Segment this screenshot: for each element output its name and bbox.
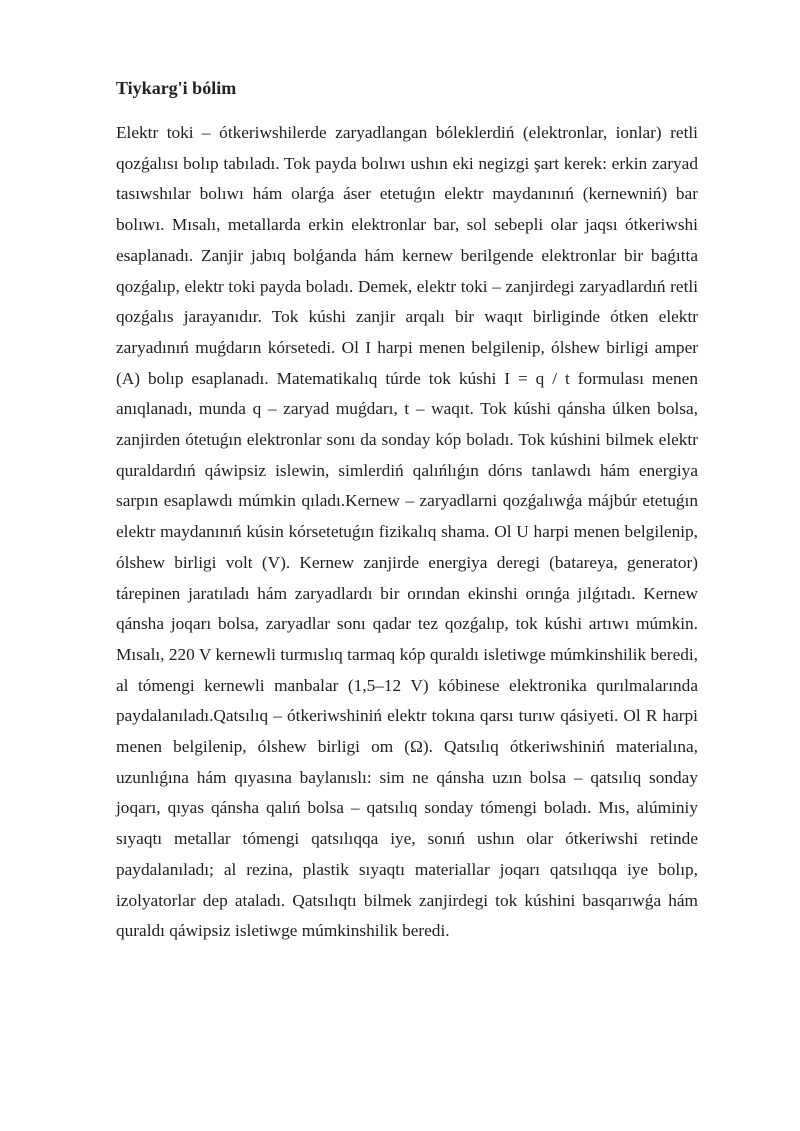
section-heading: Tiykarg'i bólim bbox=[116, 78, 237, 98]
body-paragraph: Elektr toki – ótkeriwshilerde zaryadlangan bóleklerdiń (elektronlar, ionlar) retli qozǵalısı bolıp tabıladı. Tok payda bolıwı ushın eki negizgi şart kerek: erkin zaryad tasıwshılar bolıwı hám olarǵa áser etetuǵın elektr maydanınıń (kernewniń) bar bolıwı. Mısalı, metallarda erkin elektronlar bar, sol sebepli olar jaqsı ótkeriwshi esaplanadı. Zanjir jabıq bolǵanda hám kernew berilgende elektronlar bir baǵıtta qozǵalıp, elektr toki payda boladı. Demek, elektr toki – zanjirdegi zaryadlardıń retli qozǵalıs jarayanıdır. Tok kúshi zanjir arqalı bir waqıt birliginde ótken elektr zaryadınıń muǵdarın kórsetedi. Ol I harpi menen belgilenip, ólshew birligi amper (A) bolıp esaplanadı. Matematikalıq túrde tok kúshi I = q / t formulası menen anıqlanadı, munda q – zaryad muǵdarı, t – waqıt. Tok kúshi qánsha úlken bolsa, zanjirden ótetuǵın elektronlar sonı da sonday kóp boladı. Tok kúshini bilmek elektr quraldardıń qáwipsiz islewin, simlerdiń qalıńlıǵın dórıs tanlawdı hám energiya sarpın esaplawdı múmkin qıladı.Kernew – zaryadlarni qozǵalıwǵa májbúr etetuǵın elektr maydanınıń kúsin kórsetetuǵın fizikalıq shama. Ol U harpi menen belgilenip, ólshew birligi volt (V). Kernew zanjirde energiya deregi (batareya, generator) tárepinen jaratıladı hám zaryadlardı bir orından ekinshi orınǵa jılǵıtadı. Kernew qánsha joqarı bolsa, zaryadlar sonı qadar tez qozǵalıp, tok kúshi artıwı múmkin. Mısalı, 220 V kernewli turmıslıq tarmaq kóp quraldı isletiwge múmkinshilik beredi, al tómengi kernewli manbalar (1,5–12 V) kóbinese elektronika qurılmalarında paydalanıladı.Qatsılıq – ótkeriwshiniń elektr tokına qarsı turıw qásiyeti. Ol R harpi menen belgilenip, ólshew birligi om (Ω). Qatsılıq ótkeriwshiniń materialına, uzunlıǵına hám qıyasına baylanıslı: sim ne qánsha uzın bolsa – qatsılıq sonday joqarı, qıyas qánsha qalıń bolsa – qatsılıq sonday tómengi boladı. Mıs, alúminiy sıyaqtı metallar tómengi qatsılıqqa iye, sonıń ushın olar ótkeriwshi retinde paydalanıladı; al rezina, plastik sıyaqtı materiallar joqarı qatsılıqqa iye bolıp, izolyatorlar dep ataladı. Qatsılıqtı bilmek zanjirdegi tok kúshini basqarıwǵa hám quraldı qáwipsiz isletiwge múmkinshilik beredi. bbox=[116, 123, 698, 941]
